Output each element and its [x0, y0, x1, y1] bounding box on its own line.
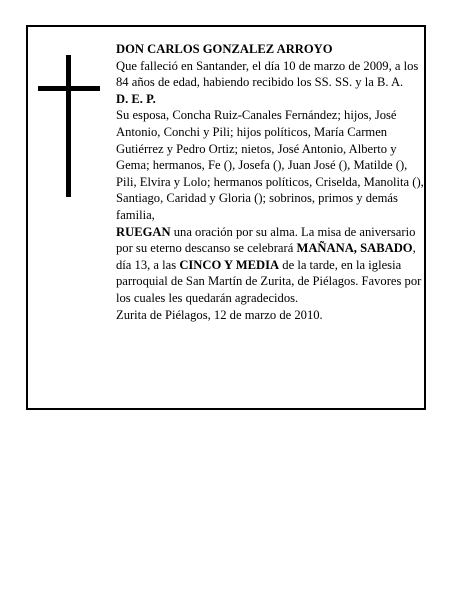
mass-request: [116, 224, 424, 307]
cross-horizontal-bar: [38, 86, 100, 91]
dep-line: D. E. P.: [116, 91, 156, 106]
mass-day: MAÑANA, SABADO: [296, 241, 413, 256]
request-text-2: , día 13, a las: [116, 241, 416, 272]
request-text-1: una oración por su alma. La misa de aniversario por su eterno descanso se celebrará: [116, 224, 416, 256]
deceased-name: DON CARLOS GONZALEZ ARROYO: [116, 42, 333, 56]
cross-vertical-bar: [66, 55, 71, 197]
death-info: Que falleció en Santander, el día 10 de marzo de 2009, a los 84 años de edad, habiendo recibido los SS. SS. y la B. A.: [116, 58, 419, 90]
request-text-3: de la tarde, en la iglesia parroquial de San Martín de Zurita, de Piélagos. Favores por los cuales les quedarán agradecidos.: [116, 257, 422, 305]
cross-icon: [38, 55, 100, 197]
place-date: Zurita de Piélagos, 12 de marzo de 2010.: [116, 307, 323, 322]
notice-text: [116, 41, 424, 323]
obituary-notice: [26, 25, 426, 410]
request-keyword: RUEGAN: [116, 224, 171, 239]
family-list: Su esposa, Concha Ruiz-Canales Fernández; hijos, José Antonio, Conchi y Pili; hijos políticos, María Carmen Gutiérrez y Pedro Ortiz; nietos, José Antonio, Alberto y Gema; hermanos, Fe (), Josefa (), Juan José (), Matilde (), Pili, Elvira y Lolo; hermanos políticos, Criselda, Manolita (), Santiago, Caridad y Gloria (); sobrinos, primos y demás familia,: [116, 108, 424, 222]
mass-time: CINCO Y MEDIA: [179, 257, 280, 272]
